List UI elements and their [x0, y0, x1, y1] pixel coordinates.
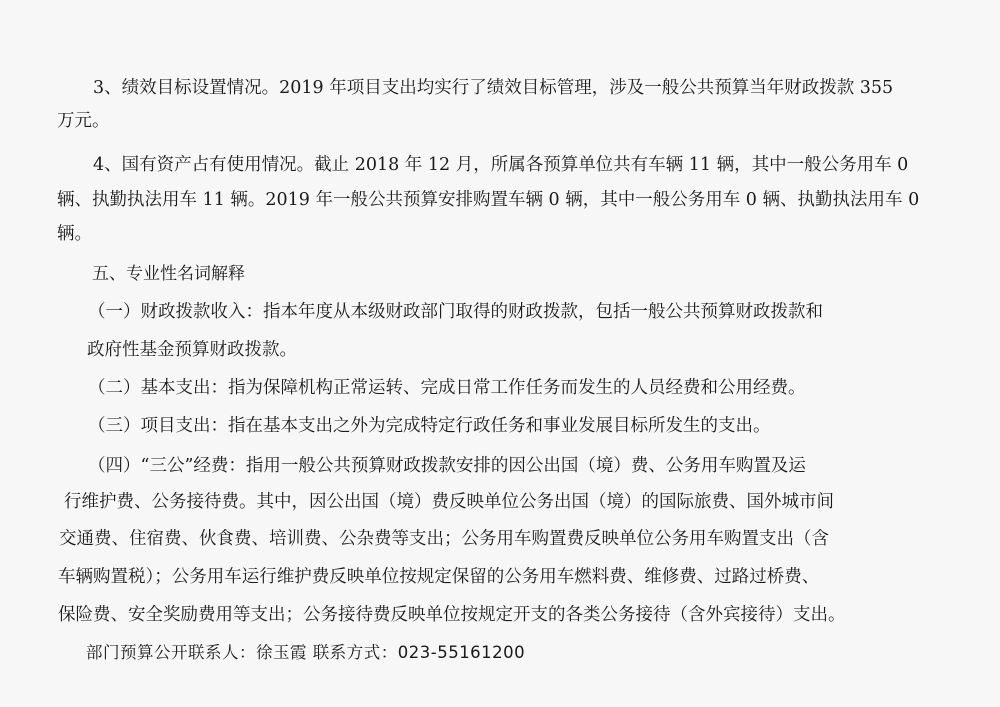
def1-line1: （一）财政拨款收入：指本年度从本级财政部门取得的财政拨款，包括一般公共预算财政拨款和 — [88, 302, 823, 322]
contact-line: 部门预算公开联系人：徐玉霞 联系方式：023-55161200 — [86, 643, 526, 662]
def1-line2: 政府性基金预算财政拨款。 — [87, 340, 297, 360]
item4-line1: 4、国有资产占有使用情况。截止 2018 年 12 月，所属各预算单位共有车辆 11 辆，其中一般公务用车 0 — [93, 155, 909, 175]
section5-title: 五、专业性名词解释 — [92, 264, 245, 284]
item4-line2: 辆、执勤执法用车 11 辆。2019 年一般公共预算安排购置车辆 0 辆，其中一般公务用车 0 辆、执勤执法用车 0 — [57, 190, 920, 210]
def3: （三）项目支出：指在基本支出之外为完成特定行政任务和事业发展目标所发生的支出。 — [88, 416, 771, 436]
def4-line5: 保险费、安全奖励费用等支出；公务接待费反映单位按规定开支的各类公务接待（含外宾接待）支出。 — [58, 605, 846, 625]
item3-line1: 3、绩效目标设置情况。2019 年项目支出均实行了绩效目标管理，涉及一般公共预算当年财政拨款 355 — [93, 78, 894, 98]
def4-line2: 行维护费、公务接待费。其中，因公出国（境）费反映单位公务出国（境）的国际旅费、国外城市间 — [64, 492, 834, 512]
def4-line1: （四）“三公”经费：指用一般公共预算财政拨款安排的因公出国（境）费、公务用车购置及运 — [88, 456, 806, 476]
def2: （二）基本支出：指为保障机构正常运转、完成日常工作任务而发生的人员经费和公用经费。 — [88, 378, 806, 398]
def4-line3: 交通费、住宿费、伙食费、培训费、公杂费等支出；公务用车购置费反映单位公务用车购置支出（含 — [59, 529, 829, 549]
item4-line3: 辆。 — [57, 224, 92, 244]
item3-line2: 万元。 — [57, 111, 110, 131]
def4-line4: 车辆购置税）；公务用车运行维护费反映单位按规定保留的公务用车燃料费、维修费、过路过桥费、 — [58, 567, 820, 587]
